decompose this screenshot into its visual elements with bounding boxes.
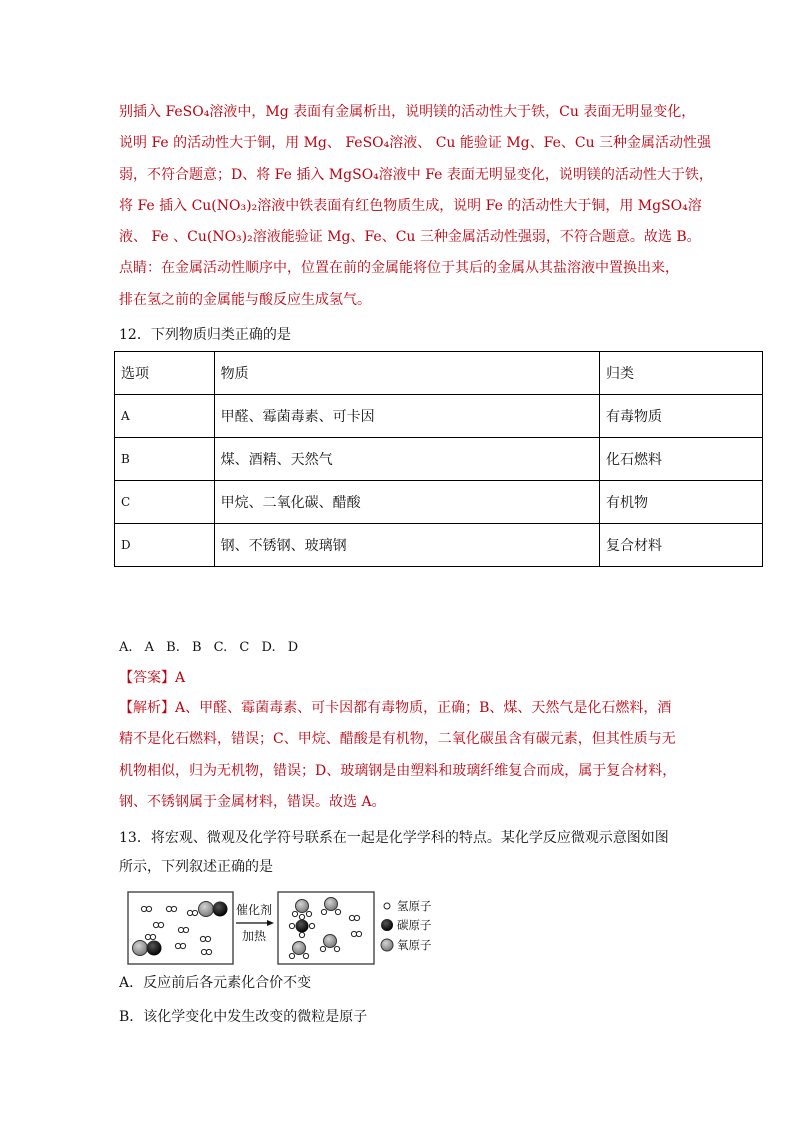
heating-label: 加热 <box>241 929 267 943</box>
header-option: 选项 <box>115 352 215 395</box>
analysis-line: 说明 Fe 的活动性大于铜，用 Mg、 FeSO₄溶液、 Cu 能验证 Mg、Fe、Cu 三种金属活动性强 <box>119 135 712 152</box>
table-row <box>115 395 763 438</box>
legend-hydrogen: 氢原子 <box>397 899 432 913</box>
catalyst-label: 催化剂 <box>235 903 273 917</box>
oxygen-atom <box>199 902 214 917</box>
stem-line: 13．将宏观、微观及化学符号联系在一起是化学学科的特点。某化学反应微观示意图如图 <box>119 830 669 846</box>
row-substance: 甲烷、二氧化碳、醋酸 <box>214 481 599 524</box>
question-12-options: A. A B. B C. C D. D <box>119 640 299 655</box>
classification-table <box>114 351 763 567</box>
header-substance: 物质 <box>214 352 599 395</box>
answer-tag: 【答案】 <box>119 670 175 686</box>
question-13-stem <box>119 824 669 882</box>
reaction-micro-diagram <box>126 890 446 968</box>
analysis-line: 精不是化石燃料，错误；C、甲烷、醋酸是有机物，二氧化碳虽含有碳元素，但其性质与无 <box>119 731 676 748</box>
question-13-option-b: B．该化学变化中发生改变的微粒是原子 <box>119 1009 368 1025</box>
analysis-line: 钢、不锈钢属于金属材料，错误。故选 A。 <box>119 793 386 810</box>
question-12-stem: 12．下列物质归类正确的是 <box>119 327 291 343</box>
row-category: 有机物 <box>599 481 762 524</box>
carbon-atom <box>213 902 228 917</box>
table-row <box>115 438 763 481</box>
analysis-line: 别插入 FeSO₄溶液中，Mg 表面有金属析出，说明镁的活动性大于铁，Cu 表面无明显变化， <box>119 104 696 120</box>
row-label: D <box>115 524 215 567</box>
table-row <box>115 524 763 567</box>
carbon-atom <box>147 941 162 956</box>
previous-analysis <box>119 97 713 316</box>
oxygen-atom <box>133 941 148 956</box>
row-category: 复合材料 <box>599 524 762 567</box>
row-substance: 钢、不锈钢、玻璃钢 <box>214 524 599 567</box>
row-label: C <box>115 481 215 524</box>
row-label: B <box>115 438 215 481</box>
row-substance: 甲醛、霉菌毒素、可卡因 <box>214 395 599 438</box>
question-12-analysis <box>119 693 679 818</box>
answer-value: A <box>175 670 186 686</box>
row-category: 化石燃料 <box>599 438 762 481</box>
legend-oxygen: 氧原子 <box>397 938 432 952</box>
row-category: 有毒物质 <box>599 395 762 438</box>
row-label: A <box>115 395 215 438</box>
table-header-row <box>115 352 763 395</box>
legend-carbon: 碳原子 <box>397 918 432 932</box>
header-category: 归类 <box>599 352 762 395</box>
answer-line <box>119 664 185 692</box>
row-substance: 煤、酒精、天然气 <box>214 438 599 481</box>
analysis-line: 排在氢之前的金属能与酸反应生成氢气。 <box>119 291 371 308</box>
stem-line: 所示，下列叙述正确的是 <box>119 859 273 875</box>
table-row <box>115 481 763 524</box>
analysis-line: 点睛：在金属活动性顺序中，位置在前的金属能将位于其后的金属从其盐溶液中置换出来， <box>119 260 679 277</box>
analysis-line: 弱，不符合题意；D、将 Fe 插入 MgSO₄溶液中 Fe 表面无明显变化，说明镁的活动性大于铁， <box>119 166 713 183</box>
analysis-line: 液、 Fe 、Cu(NO₃)₂溶液能验证 Mg、Fe、Cu 三种金属活动性强弱，不符合题意。故选 B。 <box>119 229 701 246</box>
analysis-line: 【解析】A、甲醛、霉菌毒素、可卡因都有毒物质，正确；B、煤、天然气是化石燃料，酒 <box>119 700 672 716</box>
question-13-option-a: A．反应前后各元素化合价不变 <box>119 975 312 991</box>
analysis-line: 机物相似，归为无机物，错误；D、玻璃钢是由塑料和玻璃纤维复合而成，属于复合材料， <box>119 762 677 779</box>
analysis-line: 将 Fe 插入 Cu(NO₃)₂溶液中铁表面有红色物质生成，说明 Fe 的活动性大于铜，用 MgSO₄溶 <box>119 197 702 214</box>
